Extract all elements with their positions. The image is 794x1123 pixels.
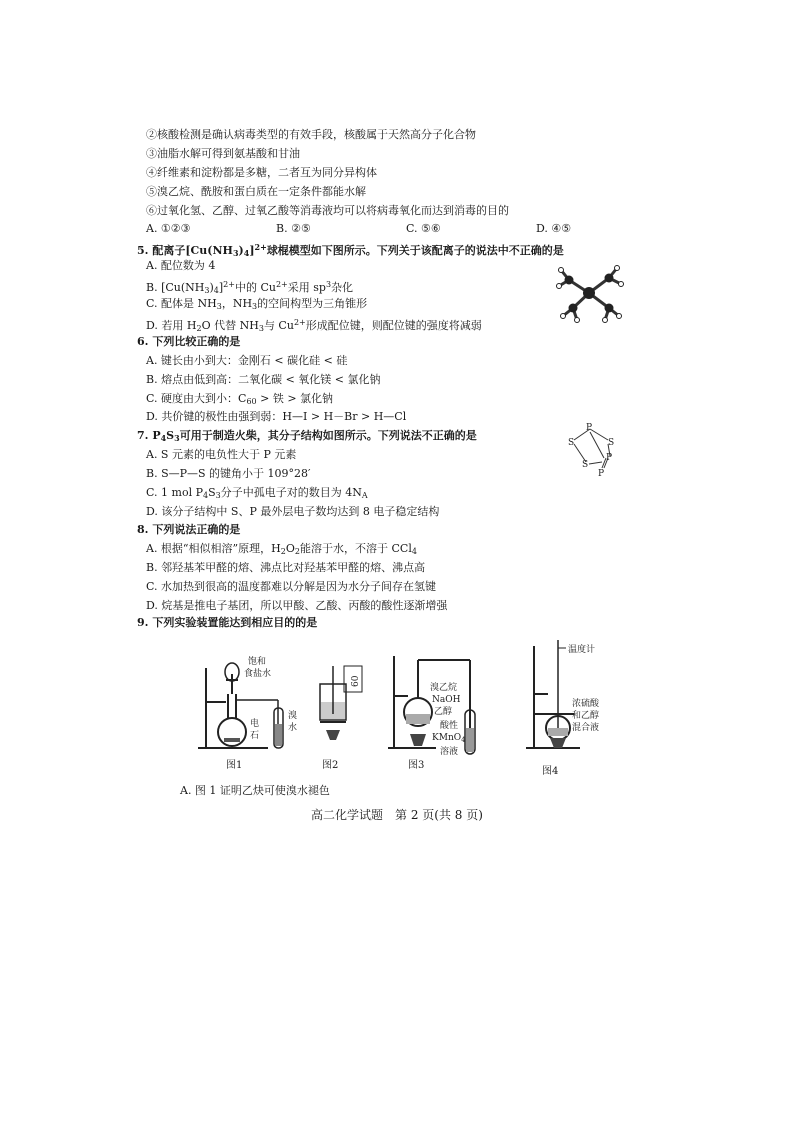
fig3-label-bromoethane: 溴乙烷 <box>430 683 458 693</box>
q9-option-a: A. 图 1 证明乙炔可使溴水褪色 <box>180 784 330 797</box>
fig1-label-bromine: 溴 <box>288 711 298 721</box>
fig1-label-saturated: 饱和 <box>248 657 267 667</box>
q4-item-5: ⑤溴乙烷、酰胺和蛋白质在一定条件都能水解 <box>146 185 366 198</box>
q4-item-4: ④纤维素和淀粉都是多糖，二者互为同分异构体 <box>146 166 377 179</box>
q6-option-b: B. 熔点由低到高：二氧化碳 < 氧化镁 < 氯化钠 <box>146 373 381 386</box>
atom-p-bottom: P <box>598 469 605 479</box>
fig4-label-and-ethanol: 和乙醇 <box>572 711 600 721</box>
figure-4-apparatus <box>520 638 624 758</box>
atom-p-top: P <box>586 423 593 433</box>
q4-options <box>146 222 571 236</box>
fig3-label-kmno4: KMnO$_4$ <box>432 733 466 744</box>
fig3-label-solution: 溶液 <box>440 747 459 757</box>
page-footer: 高二化学试题 第 2 页(共 8 页) <box>311 808 483 822</box>
ball-stick-model-figure <box>555 262 625 324</box>
q8-option-d: D. 烷基是推电子基团，所以甲酸、乙酸、丙酸的酸性逐渐增强 <box>146 599 448 612</box>
fig3-label-acidic: 酸性 <box>440 721 459 731</box>
q7-option-d: D. 该分子结构中 S、P 最外层电子数均达到 8 电子稳定结构 <box>146 505 440 518</box>
q5-option-d: D. 若用 $H_2O$ 代替 $NH_3$与 $Cu^{2+}$形成配位键，则配位键的强度将减弱 <box>146 318 482 333</box>
p4s3-structure-figure <box>560 418 626 480</box>
q7-option-a: A. S 元素的电负性大于 P 元素 <box>146 448 297 461</box>
q7-option-b: B. S—P—S 的键角小于 109°28′ <box>146 467 311 480</box>
fig1-label-calcium: 电 <box>250 719 260 729</box>
q7-option-c: C. 1 mol $P_4S_3$分子中孤电子对的数目为 $4N_A$ <box>146 486 368 500</box>
q7-stem: 7. $P_4S_3$可用于制造火柴，其分子结构如图所示。下列说法不正确的是 <box>137 429 477 443</box>
q8-stem: 8. 下列说法正确的是 <box>137 523 241 536</box>
figure-1-apparatus <box>196 650 300 760</box>
fig1-label-carbide: 石 <box>250 731 260 741</box>
q6-option-c: C. 硬度由大到小：$C_{60}$ > 铁 > 氯化钠 <box>146 392 334 406</box>
fig1-label-water: 水 <box>288 723 298 733</box>
figure-2-caption: 图2 <box>322 760 339 771</box>
q8-option-a: A. 根据“相似相溶”原理，$H_2O_2$能溶于水，不溶于 CCl$_4$ <box>146 542 417 556</box>
q5-stem: 5. 配离子$[Cu(NH_3)_4]^{2+}$球棍模型如下图所示。下列关于该配离子的说法中不正确的是 <box>137 242 564 258</box>
q4-option-b: B. ②⑤ <box>276 222 311 235</box>
figure-3-apparatus <box>386 650 490 760</box>
fig4-label-mixture: 混合液 <box>572 723 600 733</box>
atom-s-right: S <box>608 438 615 448</box>
q6-option-a: A. 键长由小到大：金刚石 < 碳化硅 < 硅 <box>146 354 348 367</box>
atom-s-bottom: S <box>582 460 589 470</box>
figure-4-caption: 图4 <box>542 766 559 777</box>
q6-stem: 6. 下列比较正确的是 <box>137 335 241 348</box>
q5-option-b: B. $[Cu(NH_3)_4]^{2+}$中的 $Cu^{2+}$采用 $sp^3$杂化 <box>146 280 354 295</box>
atom-s-left: S <box>568 438 575 448</box>
fig3-label-ethanol: 乙醇 <box>434 707 453 717</box>
q5-option-c: C. 配体是 $NH_3$，$NH_3$的空间构型为三角锥形 <box>146 297 368 311</box>
fig4-label-thermometer: 温度计 <box>568 645 596 655</box>
q5-option-a: A. 配位数为 4 <box>146 259 216 272</box>
q9-stem: 9. 下列实验装置能达到相应目的的是 <box>137 616 318 629</box>
q4-option-c: C. ⑤⑥ <box>406 222 441 235</box>
fig4-label-sulfuric: 浓硫酸 <box>572 699 600 709</box>
fig1-label-brine: 食盐水 <box>244 669 272 679</box>
q8-option-c: C. 水加热到很高的温度都难以分解是因为水分子间存在氢键 <box>146 580 437 593</box>
figure-2-apparatus <box>314 660 370 750</box>
q4-item-2: ②核酸检测是确认病毒类型的有效手段，核酸属于天然高分子化合物 <box>146 128 476 141</box>
q4-item-3: ③油脂水解可得到氨基酸和甘油 <box>146 147 300 160</box>
q6-option-d: D. 共价键的极性由强到弱：H—I > H－Br > H—Cl <box>146 410 407 423</box>
figure-1-caption: 图1 <box>226 760 243 771</box>
figure-3-caption: 图3 <box>408 760 425 771</box>
q4-item-6: ⑥过氧化氢、乙醇、过氧乙酸等消毒液均可以将病毒氧化而达到消毒的目的 <box>146 204 509 217</box>
atom-p-right: P <box>606 453 613 463</box>
q4-option-d: D. ④⑤ <box>536 222 572 235</box>
q8-option-b: B. 邻羟基苯甲醛的熔、沸点比对羟基苯甲醛的熔、沸点高 <box>146 561 426 574</box>
fig3-label-naoh: NaOH <box>432 695 461 705</box>
q4-option-a: A. ①②③ <box>146 222 191 235</box>
fig2-thermometer-reading: 60 <box>351 675 361 687</box>
